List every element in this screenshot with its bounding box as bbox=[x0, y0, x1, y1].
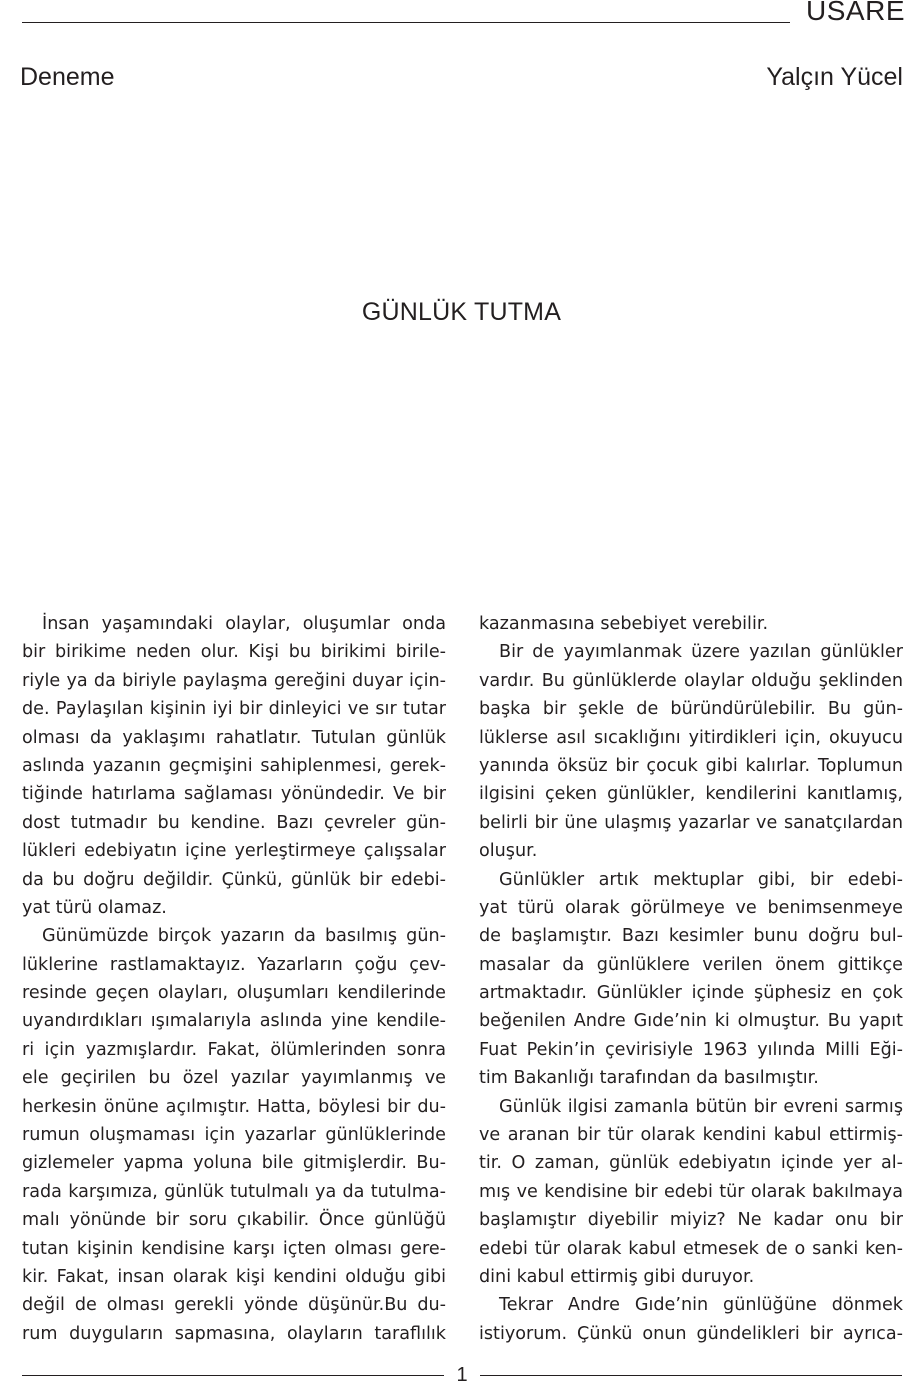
text-line: Bir de yayımlanmak üzere yazılan günlükler bbox=[499, 642, 903, 663]
text-line: tutan kişinin kendisine karşı içten olması gere- bbox=[22, 1238, 446, 1259]
text-line: Günlük ilgisi zamanla bütün bir evreni sarmış bbox=[499, 1096, 903, 1117]
text-line: kazanmasına sebebiyet verebilir. bbox=[479, 614, 769, 634]
text-line: artmaktadır. Günlükler içinde şüphesiz en çok bbox=[479, 983, 903, 1004]
header-rule bbox=[22, 22, 790, 23]
footer-rule-right bbox=[480, 1375, 902, 1376]
text-line: herkesin önüne açılmıştır. Hatta, böylesi bir du- bbox=[22, 1096, 446, 1117]
text-line: uyandırdıkları ışımalarıyla aslında yine kendile- bbox=[22, 1011, 446, 1032]
text-line: tim Bakanlığı tarafından da basılmıştır. bbox=[479, 1068, 819, 1089]
text-line: yanında öksüz bir çocuk gibi kalırlar. Toplumun bbox=[479, 755, 903, 776]
text-line: rada karşımıza, günlük tutulmalı ya da tutulma- bbox=[22, 1181, 446, 1202]
text-line: ri için yazmışlardır. Fakat, ölümlerinden sonra bbox=[22, 1039, 446, 1060]
text-line: dini kabul ettirmiş gibi duruyor. bbox=[479, 1266, 755, 1287]
text-line: lüklerine rastlamaktayız. Yazarların çoğu çev- bbox=[22, 954, 446, 975]
text-line: malı yönünde bir soru çıkabilir. Önce günlüğü bbox=[22, 1210, 446, 1231]
text-line: rum duyguların sapmasına, olayların taraflılık bbox=[22, 1323, 446, 1344]
text-line: kir. Fakat, insan olarak kişi kendini olduğu gibi bbox=[22, 1266, 446, 1287]
text-line: resinde geçen olayları, oluşumları kendilerinde bbox=[22, 983, 446, 1004]
text-line: başlamıştır diyebilir miyiz? Ne kadar onu bir bbox=[479, 1210, 903, 1231]
page-number: 1 bbox=[456, 1364, 468, 1386]
text-line: rumun oluşmaması için yazarlar günlüklerinde bbox=[22, 1125, 446, 1146]
text-line: Günümüzde birçok yazarın da basılmış gün- bbox=[42, 926, 446, 947]
journal-name: USARE bbox=[806, 0, 905, 26]
text-line: İnsan yaşamındaki olaylar, oluşumlar onda bbox=[42, 614, 446, 634]
text-line: başka bir şekle de büründürülebilir. Bu gün- bbox=[479, 699, 903, 720]
text-line: tir. O zaman, günlük edebiyatın içinde yer al- bbox=[479, 1153, 903, 1174]
left-text-column bbox=[22, 610, 446, 1348]
text-line: olması da yaklaşımı rahatlatır. Tutulan günlük bbox=[22, 727, 446, 748]
text-line: Günlükler artık mektuplar gibi, bir edebi- bbox=[499, 869, 903, 890]
text-line: Tekrar Andre Gıde’nin günlüğüne dönmek bbox=[499, 1295, 903, 1316]
text-line: oluşur. bbox=[479, 841, 538, 862]
text-line: değil de olması gerekli yönde düşünür.Bu du- bbox=[22, 1295, 446, 1316]
text-line: lüklerse asıl sıcaklığını yitirdikleri için, okuyucu bbox=[479, 727, 903, 748]
text-line: aslında yazanın geçmişini sahiplenmesi, gerek- bbox=[22, 755, 446, 776]
text-line: beğenilen Andre Gıde’nin ki olmuştur. Bu yapıt bbox=[479, 1011, 903, 1032]
text-line: riyle ya da biriyle paylaşma gereğini duyar için- bbox=[22, 670, 446, 691]
text-line: de. Paylaşılan kişinin iyi bir dinleyici ve sır tutar bbox=[22, 699, 446, 720]
text-line: istiyorum. Çünkü onun gündelikleri bir ayrıca- bbox=[479, 1323, 903, 1344]
text-line: yat türü olarak görülmeye ve benimsenmeye bbox=[479, 897, 903, 918]
text-line: lükleri edebiyatın içine yerleştirmeye çalışsalar bbox=[22, 841, 446, 862]
text-line: ve aranan bir tür olarak kendini kabul ettirmiş- bbox=[479, 1125, 903, 1146]
text-line: ilgisini çeken günlükler, kendilerini kanıtlamış, bbox=[479, 784, 903, 805]
text-line: vardır. Bu günlüklerde olaylar olduğu şeklinden bbox=[479, 670, 903, 691]
text-line: bir birikime neden olur. Kişi bu birikimi birile- bbox=[22, 642, 446, 663]
text-line: tiğinde hatırlama sağlaması yönündedir. Ve bir bbox=[22, 784, 446, 805]
right-text-column bbox=[479, 610, 903, 1348]
author-name: Yalçın Yücel bbox=[766, 63, 903, 91]
section-label: Deneme bbox=[20, 63, 115, 91]
text-line: ele geçirilen bu özel yazılar yayımlanmış ve bbox=[22, 1068, 446, 1089]
text-line: yat türü olamaz. bbox=[22, 897, 167, 918]
text-line: masalar da günlüklere verilen önem gittikçe bbox=[479, 954, 903, 975]
article-title: GÜNLÜK TUTMA bbox=[361, 298, 562, 326]
text-line: edebi tür olarak kabul etmesek de o sanki ken- bbox=[479, 1238, 903, 1259]
text-line: belirli bir üne ulaşmış yazarlar ve sanatçılardan bbox=[479, 812, 903, 833]
text-line: gizlemeler yapma yoluna bile gitmişlerdir. Bu- bbox=[22, 1153, 446, 1174]
text-line: mış ve kendisine bir edebi tür olarak bakılmaya bbox=[479, 1181, 903, 1202]
text-line: da bu doğru değildir. Çünkü, günlük bir edebi- bbox=[22, 869, 446, 890]
text-line: Fuat Pekin’in çevirisiyle 1963 yılında Milli Eği- bbox=[479, 1039, 903, 1060]
text-line: de başlamıştır. Bazı kesimler bunu doğru bul- bbox=[479, 926, 903, 947]
text-line: dost tutmadır bu kendine. Bazı çevreler gün- bbox=[22, 812, 446, 833]
footer-rule-left bbox=[22, 1375, 444, 1376]
